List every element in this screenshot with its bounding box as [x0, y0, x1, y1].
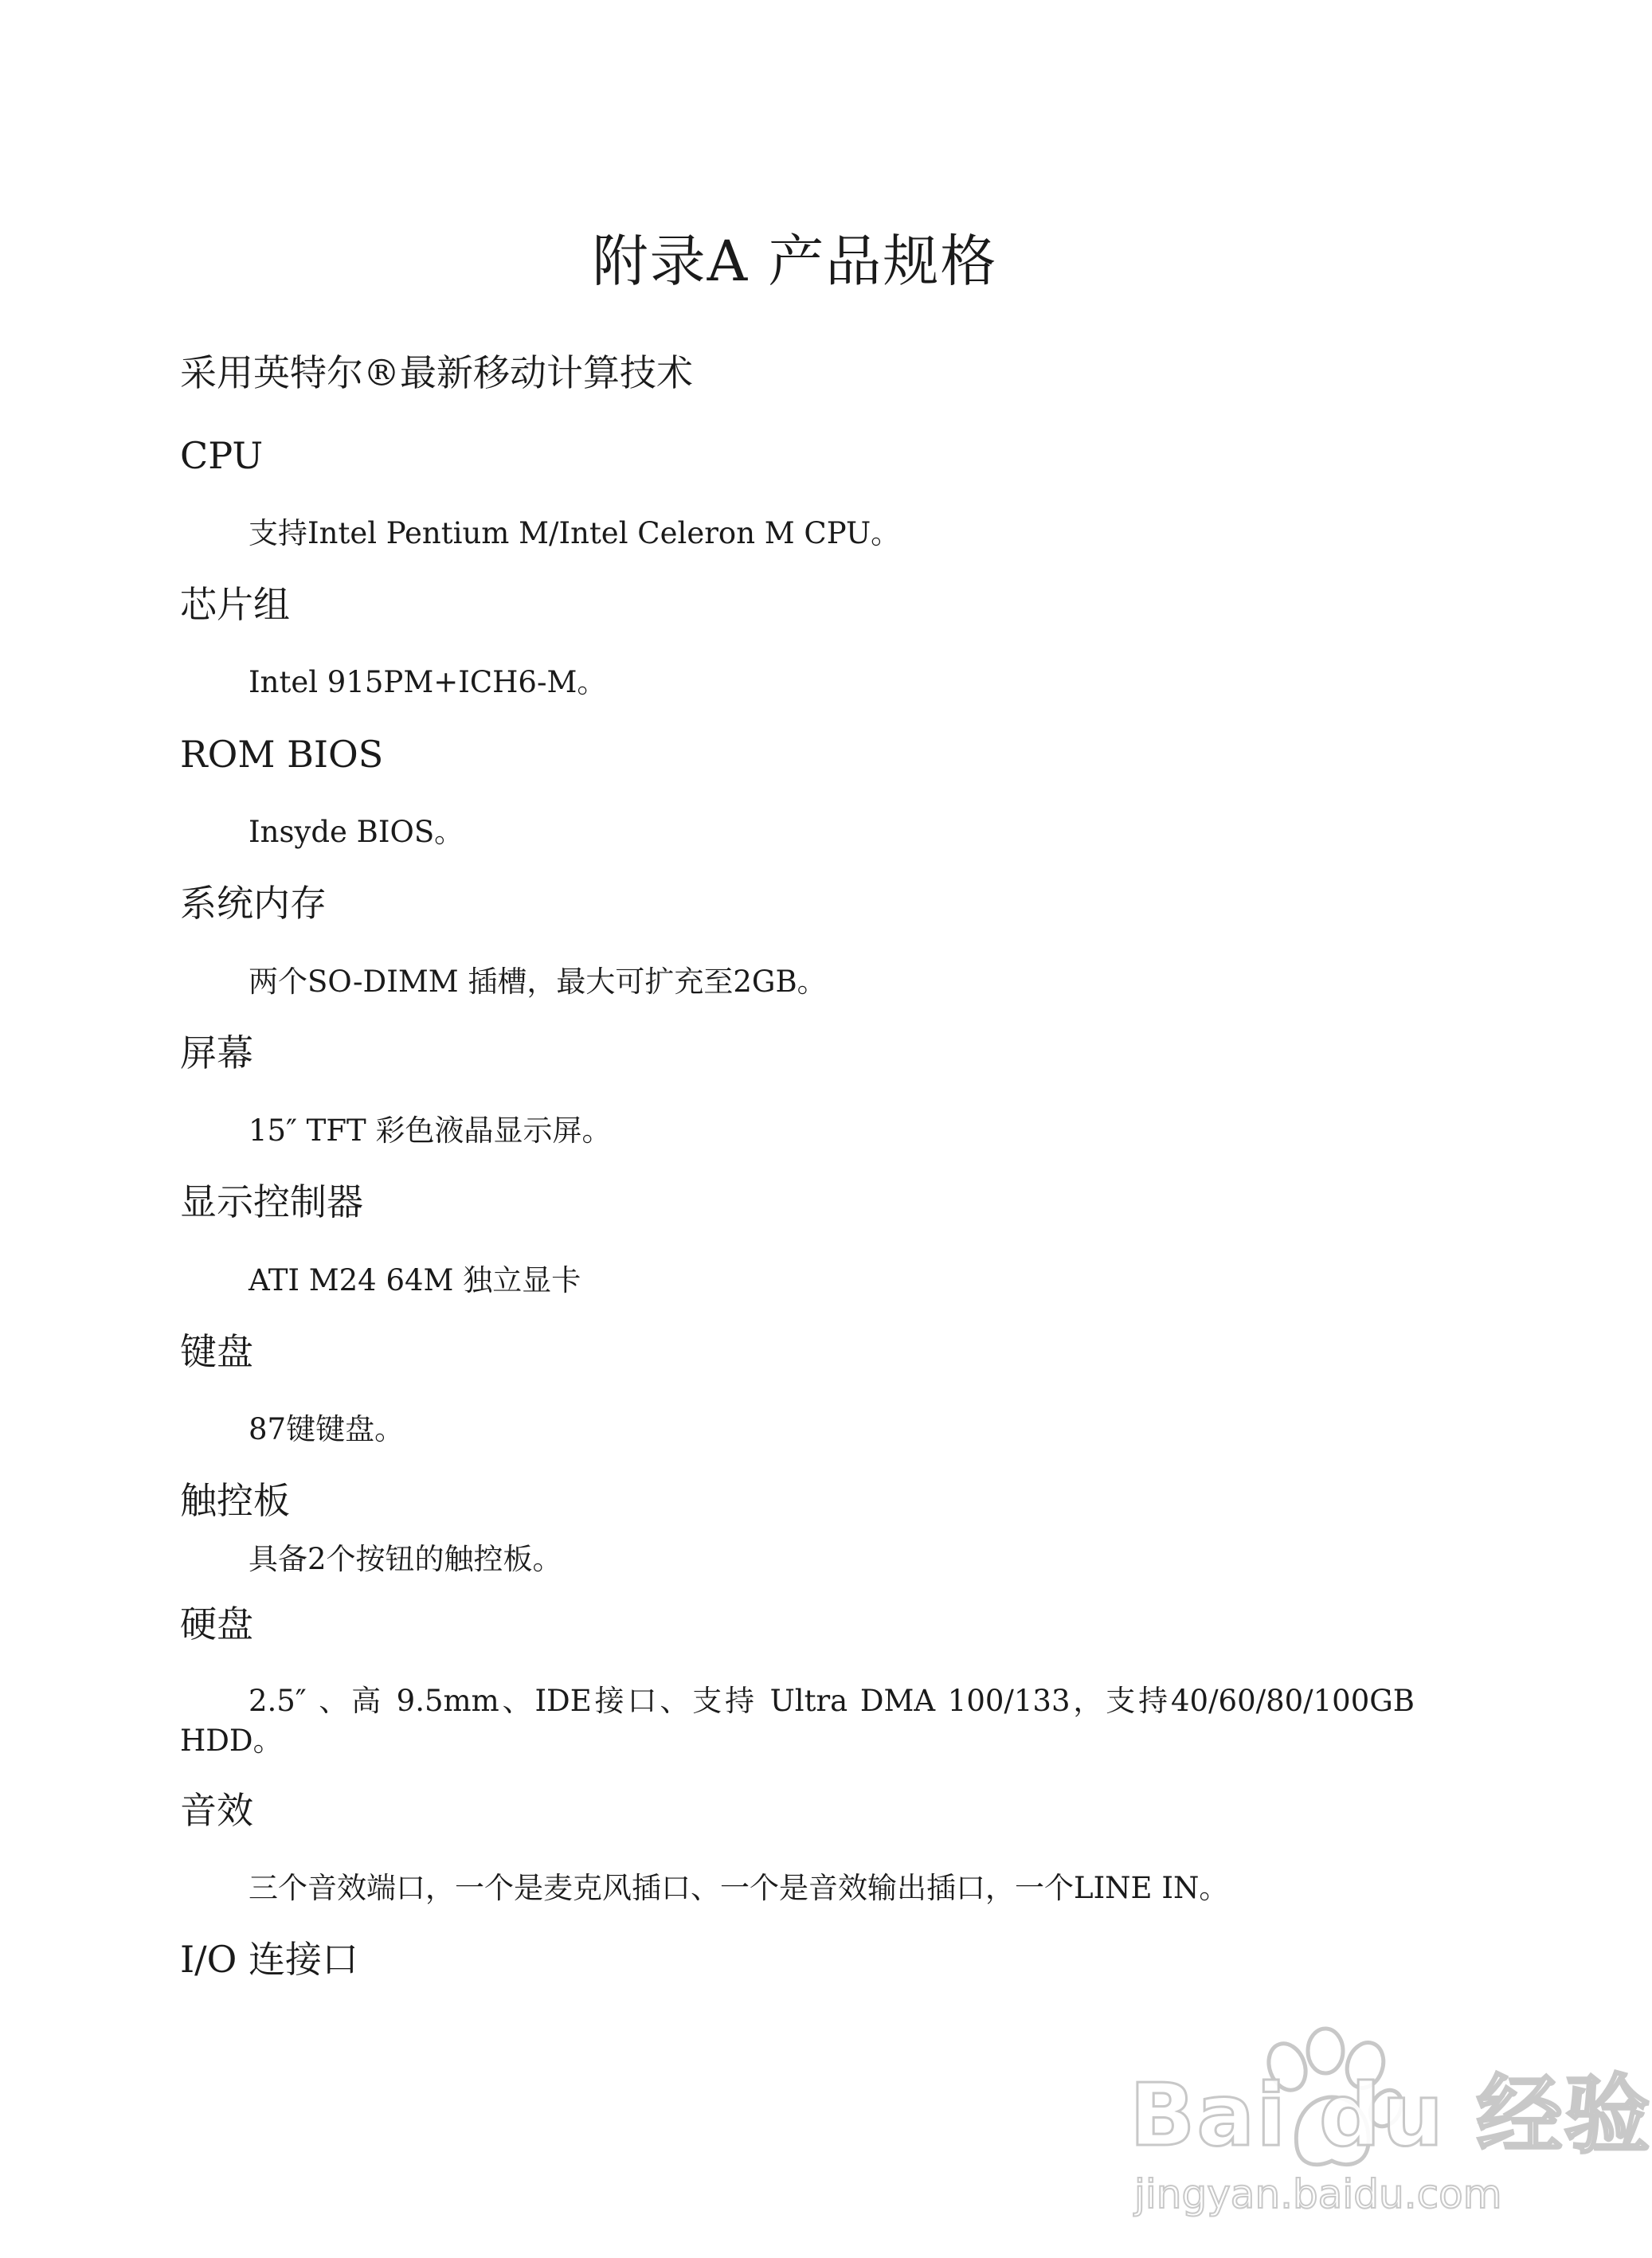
section-text-screen: 15″ TFT 彩色液晶显示屏。	[249, 1113, 612, 1148]
section-text-audio: 三个音效端口，一个是麦克风插口、一个是音效输出插口，一个LINE IN。	[249, 1871, 1229, 1905]
section-text-touchpad: 具备2个按钮的触控板。	[249, 1542, 562, 1576]
section-text-keyboard: 87键键盘。	[249, 1412, 405, 1446]
section-heading-chipset: 芯片组	[180, 583, 290, 626]
watermark-brand: Bai du 经验	[1129, 2066, 1652, 2166]
section-heading-touchpad: 触控板	[180, 1479, 290, 1522]
section-text-cpu: 支持Intel Pentium M/Intel Celeron M CPU。	[249, 516, 901, 550]
section-text-memory: 两个SO-DIMM 插槽，最大可扩充至2GB。	[249, 965, 827, 999]
intro-heading: 采用英特尔®最新移动计算技术	[180, 351, 693, 394]
hard-disk-text-line1: 2.5″ 、高 9.5mm、IDE接口、支持 Ultra DMA 100/133，支持40/60/80/100GB	[249, 1684, 1415, 1718]
page-title: 附录A 产品规格	[592, 229, 998, 294]
hard-disk-text-line2: HDD。	[180, 1724, 283, 1758]
section-heading-display-controller: 显示控制器	[180, 1180, 363, 1223]
section-heading-keyboard: 键盘	[180, 1330, 253, 1373]
baidu-jingyan-watermark	[1129, 2027, 1652, 2217]
section-heading-rom-bios: ROM BIOS	[180, 733, 384, 776]
section-heading-memory: 系统内存	[180, 882, 327, 925]
section-text-hard-disk	[180, 1681, 1415, 1761]
section-heading-audio: 音效	[180, 1789, 253, 1832]
watermark-url: jingyan.baidu.com	[1134, 2171, 1502, 2217]
section-heading-hard-disk: 硬盘	[180, 1603, 253, 1646]
section-text-rom-bios: Insyde BIOS。	[249, 815, 464, 849]
section-text-display-controller: ATI M24 64M 独立显卡	[249, 1263, 581, 1297]
section-heading-cpu: CPU	[180, 434, 264, 477]
section-heading-io-ports: I/O 连接口	[180, 1938, 359, 1981]
section-heading-screen: 屏幕	[180, 1031, 253, 1074]
section-text-chipset: Intel 915PM+ICH6-M。	[249, 665, 607, 699]
